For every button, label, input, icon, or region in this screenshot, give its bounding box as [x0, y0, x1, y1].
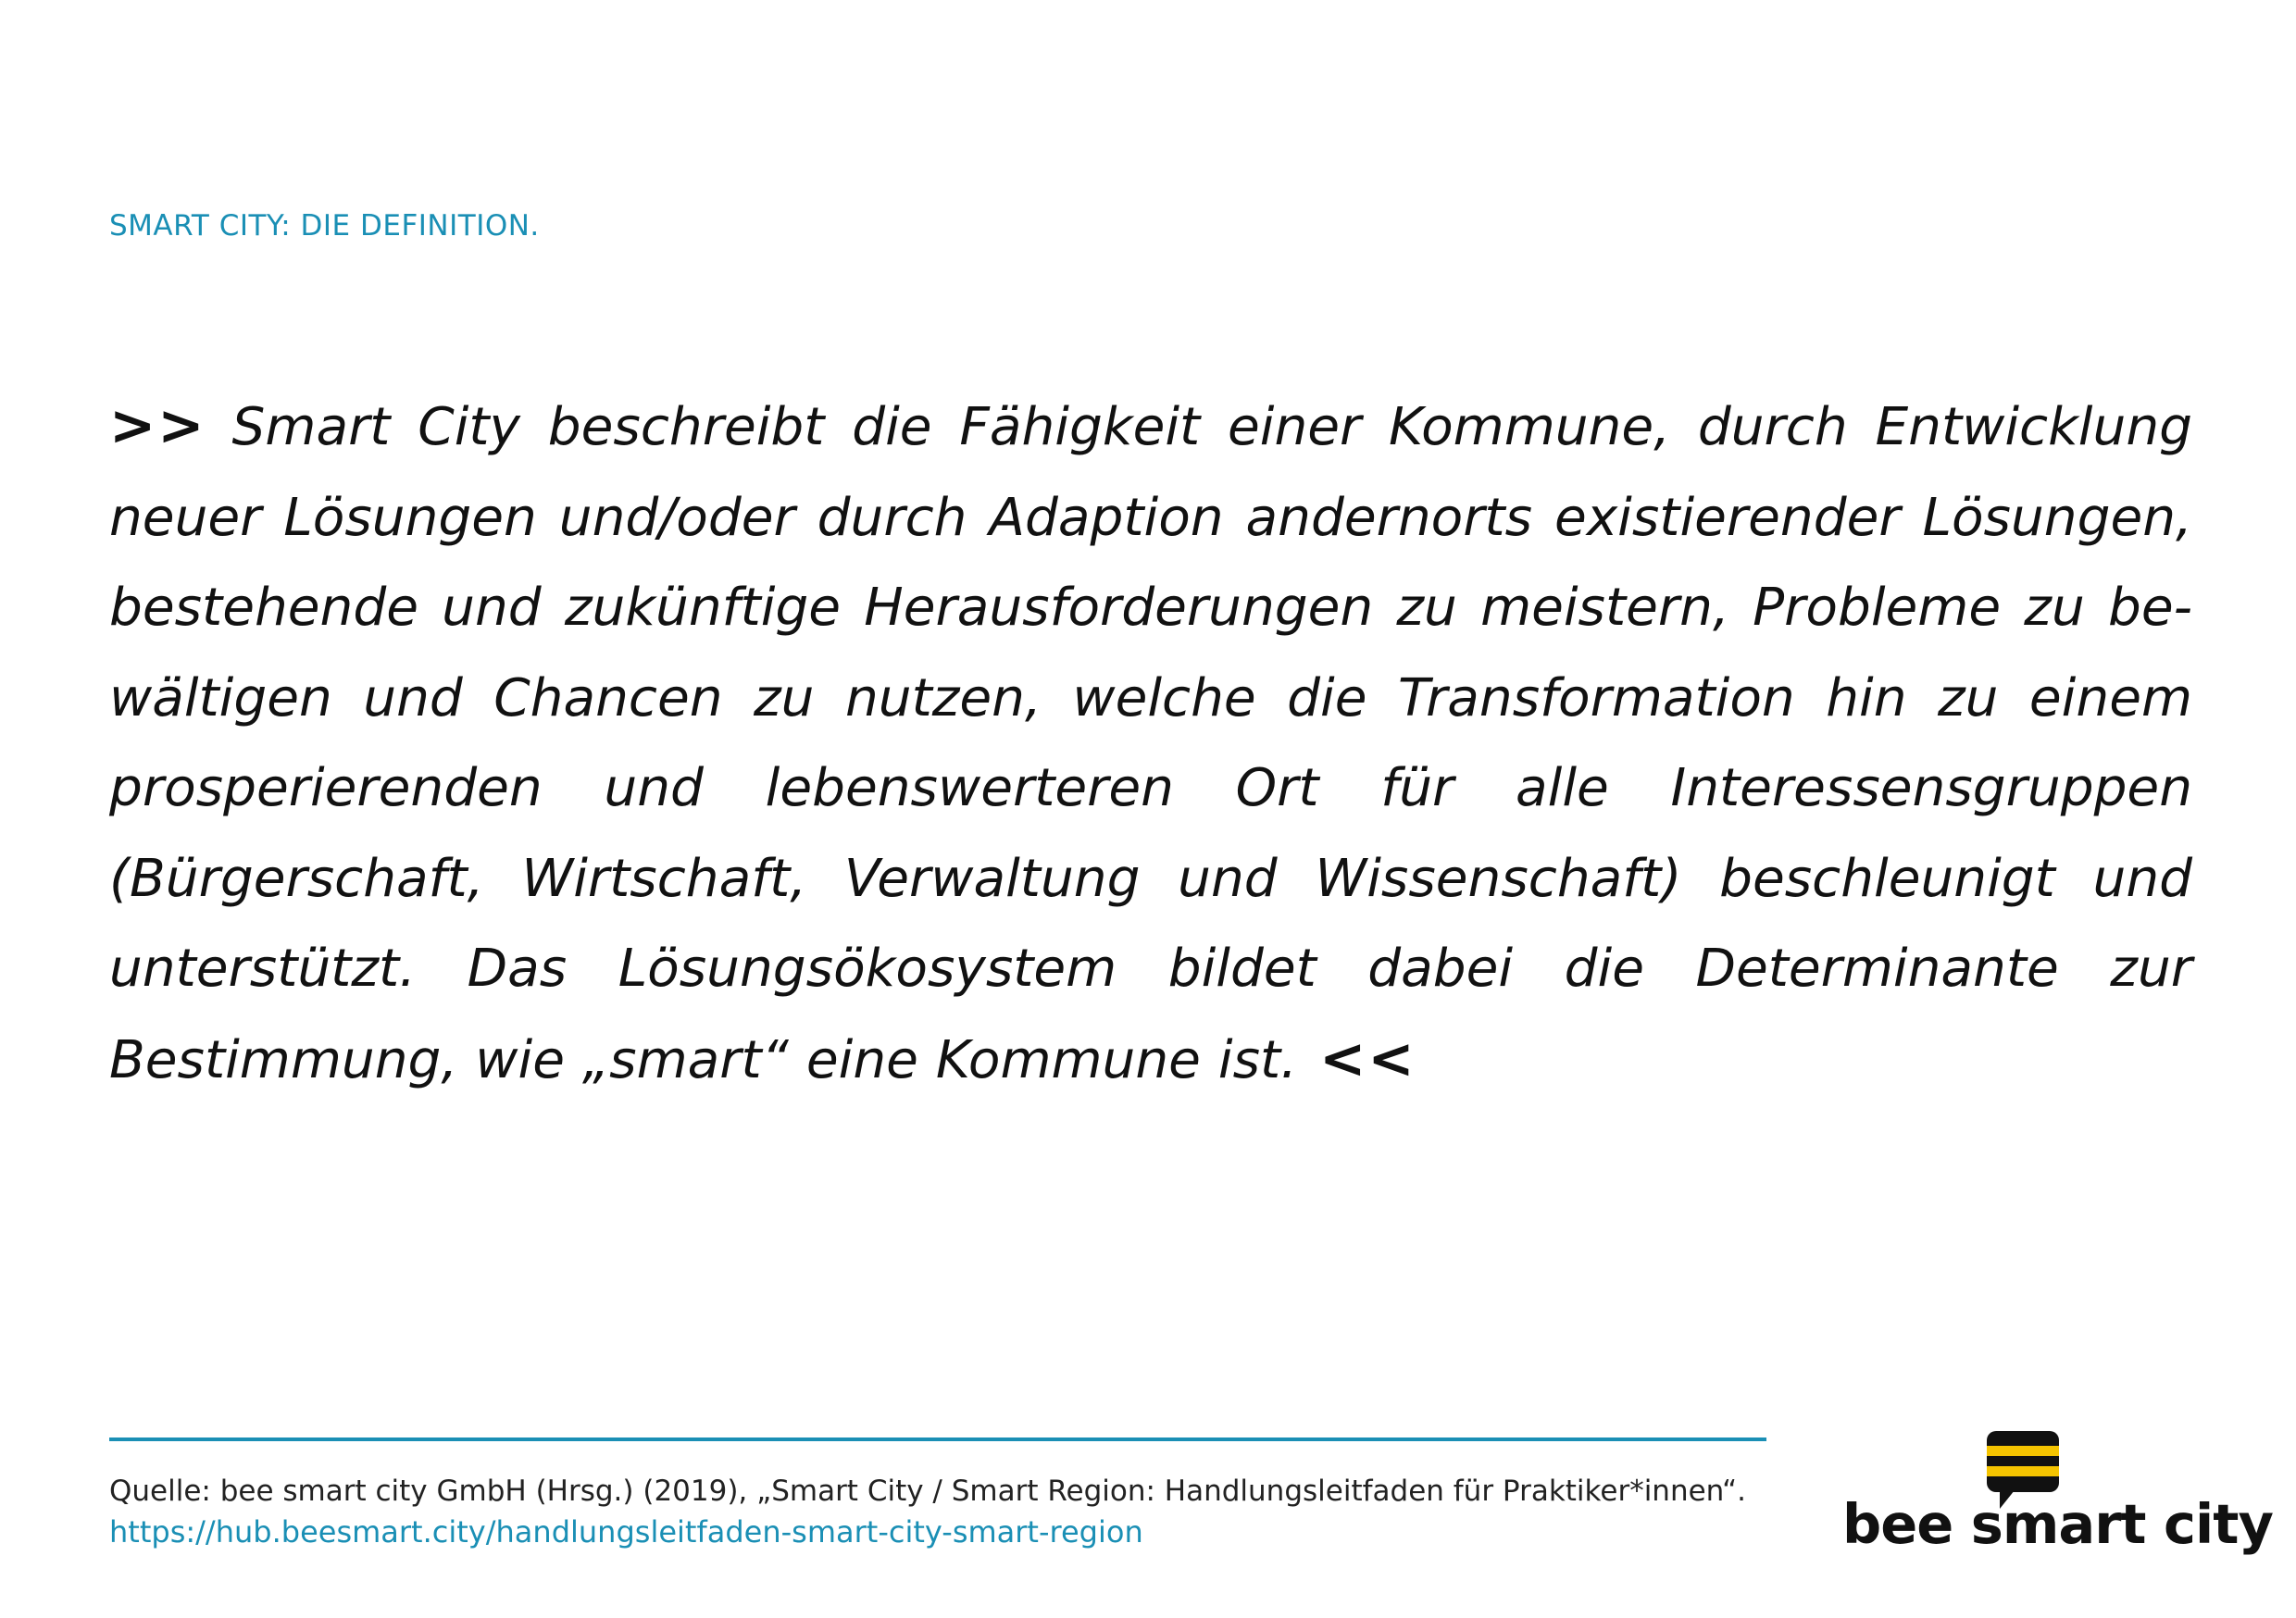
footer-divider — [109, 1438, 1766, 1441]
logo-wordmark: bee smart city — [1842, 1492, 2273, 1556]
quote-text: Smart City beschreibt die Fähigkeit einer Kommune, durch Entwicklung neuer Lösungen und/oder durch Adaption andernorts existierender Lösungen, bestehende und zukünftige Herausforderungen zu meistern, Probleme zu bewältigen und Chancen zu nutzen, welche die Transformation hin zu einem prosperierenden und lebenswerteren Ort für alle Interessensgruppen (Bürgerschaft, Wirtschaft, Verwaltung und Wissenschaft) beschleunigt und unterstützt. Das Lösungsökosystem bildet dabei die Determinante zur Bestimmung, wie „smart“ eine Kommune ist. — [109, 397, 2192, 1090]
source-citation: Quelle: bee smart city GmbH (Hrsg.) (2019), „Smart City / Smart Region: Handlungsleitfaden für Praktiker*innen“. — [109, 1475, 1746, 1508]
source-link[interactable]: https://hub.beesmart.city/handlungsleitfaden-smart-city-smart-region — [109, 1514, 1143, 1550]
definition-quote — [109, 381, 2192, 1105]
quote-close-marker: << — [1319, 1026, 1416, 1091]
quote-open-marker: >> — [109, 393, 206, 458]
bee-smart-city-logo — [1842, 1431, 2273, 1570]
section-title: SMART CITY: DIE DEFINITION. — [109, 209, 540, 243]
